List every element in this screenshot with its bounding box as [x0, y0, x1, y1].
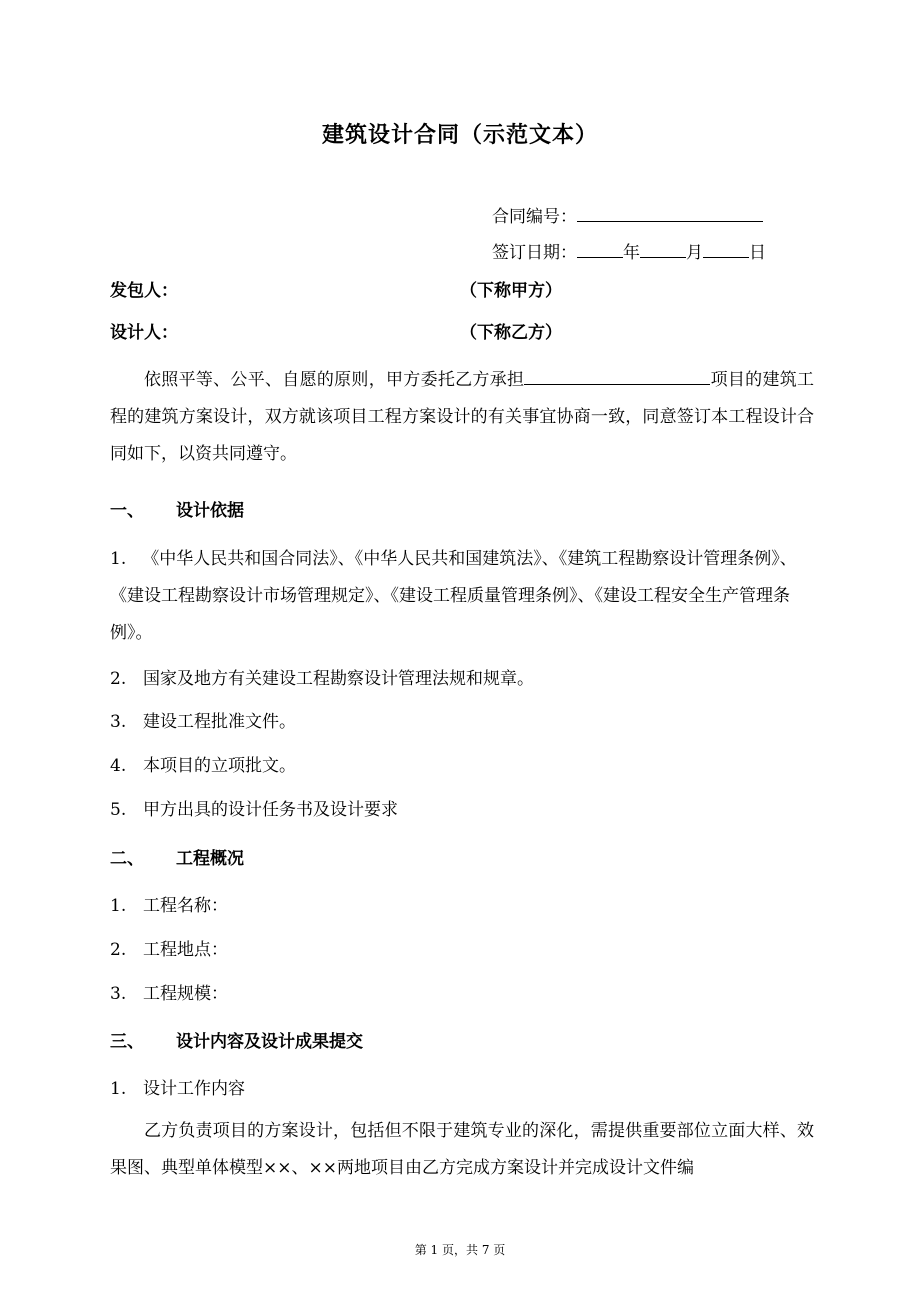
page-footer: 第 1 页，共 7 页 — [414, 1243, 506, 1257]
contract-number-label: 合同编号： — [492, 207, 577, 227]
list-item — [110, 979, 228, 1004]
party-b-label: 设计人： — [110, 323, 178, 343]
section-title: 设计内容及设计成果提交 — [176, 1032, 363, 1052]
year-blank — [577, 240, 623, 258]
section-title: 设计依据 — [176, 501, 244, 521]
list-item — [110, 541, 814, 652]
item-text: 设计工作内容 — [143, 1079, 245, 1099]
section-number: 一、 — [110, 501, 144, 521]
item-number: 1. — [110, 1079, 127, 1099]
item-number: 3. — [110, 984, 127, 1004]
item-text: 甲方出具的设计任务书及设计要求 — [143, 800, 398, 820]
sign-date-line — [492, 238, 766, 263]
item-text: 建设工程批准文件。 — [143, 712, 296, 732]
section-title: 工程概况 — [176, 849, 244, 869]
contract-number-line — [492, 202, 763, 227]
item-text: 工程名称： — [143, 896, 228, 916]
project-name-blank — [524, 367, 710, 385]
intro-text-after: 项目的建筑工程的建筑方案设计，双方就该项目工程方案设计的有关事宜协商一致，同意签订本工程设计合同如下，以资共同遵守。 — [110, 370, 815, 464]
intro-text-before: 依照平等、公平、自愿的原则，甲方委托乙方承担 — [144, 370, 525, 390]
month-blank — [640, 240, 686, 258]
section-number: 二、 — [110, 849, 144, 869]
list-item — [110, 891, 228, 916]
section-3-paragraph: 乙方负责项目的方案设计，包括但不限于建筑专业的深化，需提供重要部位立面大样、效果图、典型单体模型××、××两地项目由乙方完成方案设计并完成设计文件编 — [110, 1121, 814, 1178]
sign-date-label: 签订日期： — [492, 243, 577, 263]
list-item — [110, 707, 296, 732]
list-item — [110, 935, 228, 960]
item-number: 4. — [110, 756, 127, 776]
section-number: 三、 — [110, 1032, 144, 1052]
party-a-label: 发包人： — [110, 281, 178, 301]
day-blank — [703, 240, 749, 258]
item-number: 5. — [110, 800, 127, 820]
contract-number-blank — [577, 204, 763, 222]
item-number: 1. — [110, 549, 127, 569]
item-number: 1. — [110, 896, 127, 916]
section-heading-2 — [110, 844, 244, 869]
intro-paragraph — [110, 362, 814, 473]
list-item — [110, 664, 534, 689]
list-item — [110, 795, 398, 820]
section-heading-3 — [110, 1027, 363, 1052]
item-text: 工程规模： — [143, 984, 228, 1004]
list-item — [110, 751, 296, 776]
party-a-note: （下称甲方） — [460, 281, 562, 301]
day-label: 日 — [749, 243, 766, 263]
item-text: 本项目的立项批文。 — [143, 756, 296, 776]
item-number: 3. — [110, 712, 127, 732]
item-number: 2. — [110, 940, 127, 960]
year-label: 年 — [623, 243, 640, 263]
item-text: 国家及地方有关建设工程勘察设计管理法规和规章。 — [143, 669, 534, 689]
month-label: 月 — [686, 243, 703, 263]
section-heading-1 — [110, 496, 244, 521]
document-title: 建筑设计合同（示范文本） — [321, 123, 598, 148]
party-b-note: （下称乙方） — [460, 323, 562, 343]
list-item — [110, 1074, 245, 1099]
item-text: 工程地点： — [143, 940, 228, 960]
item-text: 《中华人民共和国合同法》、《中华人民共和国建筑法》、《建筑工程勘察设计管理条例》、《建设工程勘察设计市场管理规定》、《建设工程质量管理条例》、《建设工程安全生产管理条例》。 — [110, 549, 797, 643]
item-number: 2. — [110, 669, 127, 689]
